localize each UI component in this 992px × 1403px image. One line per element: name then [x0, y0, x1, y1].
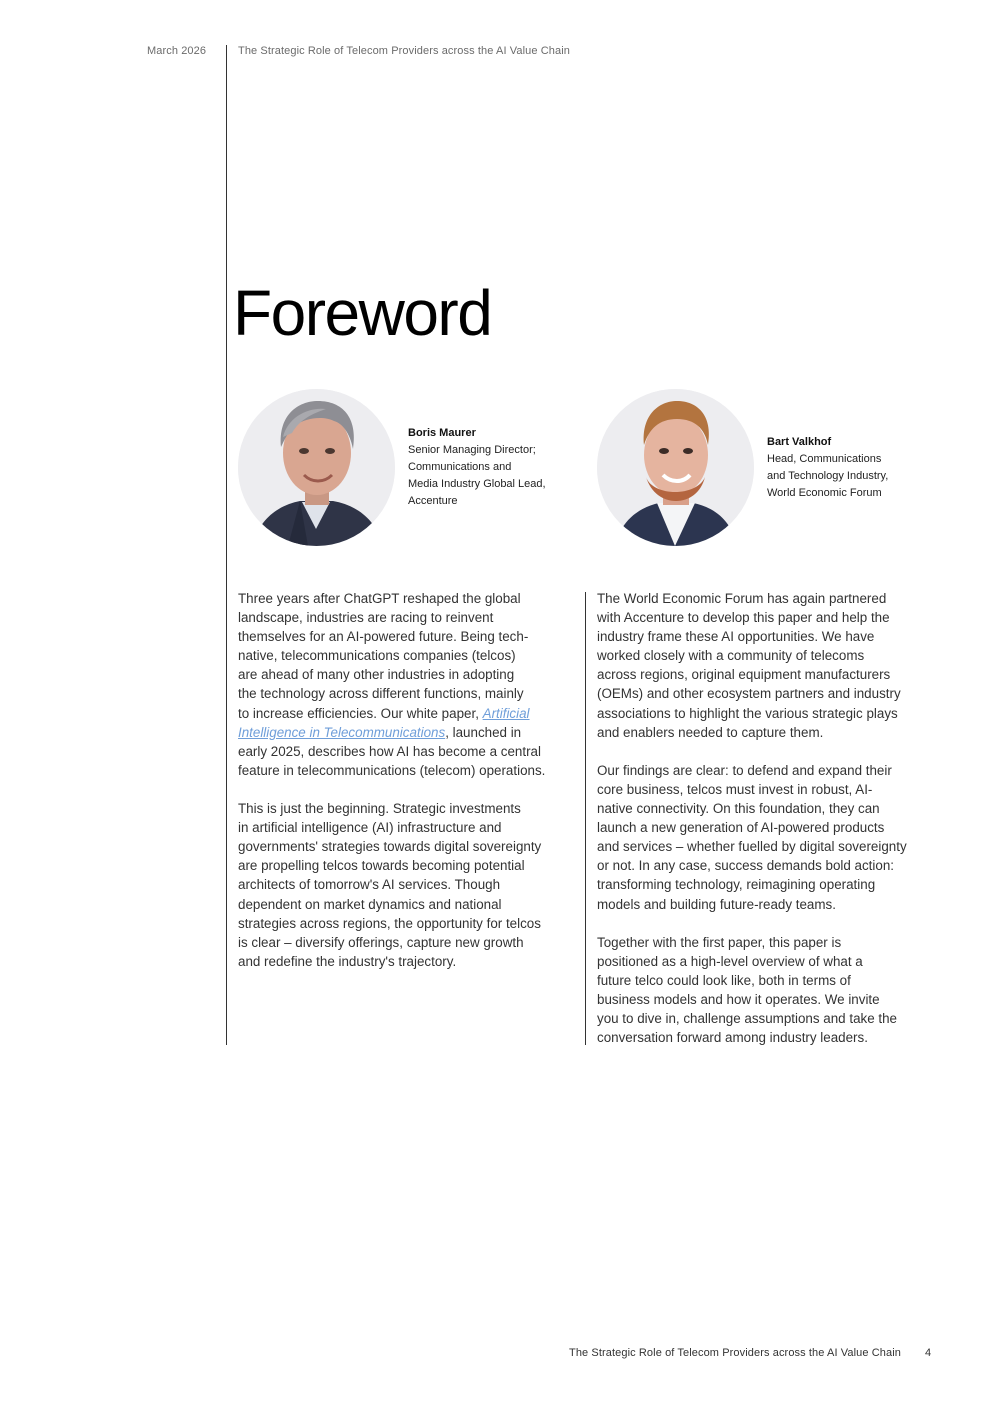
- author-role: Head, Communications and Technology Industry, World Economic Forum: [767, 453, 889, 499]
- author-info-bart-valkhof: [767, 434, 937, 502]
- vertical-rule-main: [226, 45, 227, 1045]
- author-portrait-boris-maurer: [238, 389, 395, 546]
- vertical-rule-columns: [585, 592, 586, 1045]
- paragraph-text: Three years after ChatGPT reshaped the global landscape, industries are racing to reinvent themselves for an AI-powered future. Being tech- native, telecommunications companies (telcos) are ahead of many other industries in adopting the technology across different functions, mainly to increase efficiencies. Our white paper,: [238, 591, 529, 721]
- author-portrait-bart-valkhof: [597, 389, 754, 546]
- person-portrait-icon: [238, 389, 395, 546]
- page-title: Foreword: [233, 277, 492, 349]
- author-info-boris-maurer: [408, 425, 578, 510]
- page-number: 4: [925, 1347, 932, 1359]
- person-portrait-icon: [597, 389, 754, 546]
- paragraph-text: , launched in early 2025, describes how AI has become a central feature in telecommunications (telecom) operations.: [238, 724, 546, 778]
- paragraph: Our findings are clear: to defend and expand their core business, telcos must invest in robust, AI- native connectivity. On this foundation, they can launch a new generation of AI-powered products and services – whether fuelled by digital sovereignty or not. In any case, success demands bold action: transforming technology, reimagining operating models and building future-ready teams.: [597, 762, 907, 912]
- author-name: Boris Maurer: [408, 427, 476, 439]
- footer-title: The Strategic Role of Telecom Providers across the AI Value Chain: [569, 1347, 901, 1359]
- white-paper-link[interactable]: Artificial Intelligence in Telecommunications: [238, 705, 530, 740]
- paragraph: Together with the first paper, this paper is positioned as a high-level overview of what a future telco could look like, both in terms of business models and how it operates. We invite you to dive in, challenge assumptions and take the conversation forward among industry leaders.: [597, 934, 897, 1046]
- header-date: March 2026: [147, 45, 207, 57]
- author-name: Bart Valkhof: [767, 436, 832, 448]
- author-role: Senior Managing Director; Communications and Media Industry Global Lead, Accenture: [408, 444, 546, 507]
- body-column-left: [238, 589, 578, 990]
- paragraph: This is just the beginning. Strategic investments in artificial intelligence (AI) infrastructure and governments' strategies towards digital sovereignty are propelling telcos towards becoming potential architects of tomorrow's AI services. Though dependent on market dynamics and national strategies across regions, the opportunity for telcos is clear – diversify offerings, capture new growth and redefine the industry's trajectory.: [238, 801, 542, 969]
- paragraph: The World Economic Forum has again partnered with Accenture to develop this paper and help the industry frame these AI opportunities. We have worked closely with a community of telecoms across regions, original equipment manufacturers (OEMs) and other ecosystem partners and industry associations to highlight the various strategic plays and enablers needed to capture them.: [597, 591, 901, 740]
- paragraph: [238, 589, 578, 780]
- body-column-right: [597, 589, 942, 1066]
- header-title: The Strategic Role of Telecom Providers across the AI Value Chain: [238, 45, 570, 57]
